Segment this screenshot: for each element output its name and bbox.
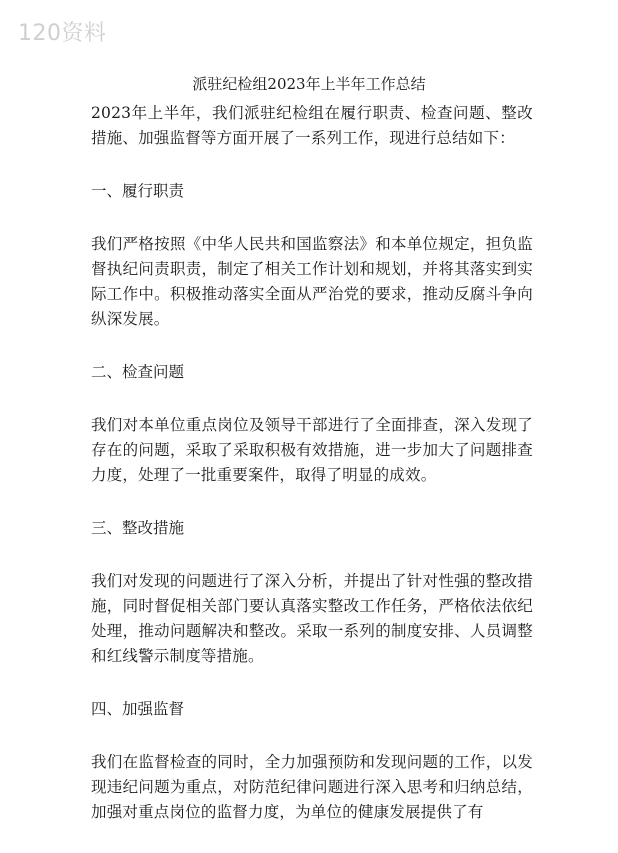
section-body-inspection: 我们对本单位重点岗位及领导干部进行了全面排查，深入发现了存在的问题，采取了采取积极有效措施，进一步加大了问题排查力度，处理了一批重要案件，取得了明显的成效。 bbox=[91, 416, 533, 484]
section-body-duties: 我们严格按照《中华人民共和国监察法》和本单位规定，担负监督执纪问责职责，制定了相关工作计划和规划，并将其落实到实际工作中。积极推动落实全面从严治党的要求，推动反腐斗争向纵深发展。 bbox=[91, 235, 533, 328]
section-body-supervision: 我们在监督检查的同时，全力加强预防和发现问题的工作，以发现违纪问题为重点，对防范纪律问题进行深入思考和归纳总结，加强对重点岗位的监督力度，为单位的健康发展提供了有 bbox=[91, 753, 533, 821]
document-title: 派驻纪检组2023年上半年工作总结 bbox=[192, 75, 426, 93]
section-heading-supervision: 四、加强监督 bbox=[91, 700, 185, 718]
section-heading-inspection: 二、检查问题 bbox=[91, 363, 185, 381]
intro-paragraph: 2023年上半年，我们派驻纪检组在履行职责、检查问题、整改措施、加强监督等方面开展了一系列工作，现进行总结如下： bbox=[91, 104, 533, 147]
section-body-rectification: 我们对发现的问题进行了深入分析，并提出了针对性强的整改措施，同时督促相关部门要认真落实整改工作任务，严格依法依纪处理，推动问题解决和整改。采取一系列的制度安排、人员调整和红线警示制度等措施。 bbox=[91, 572, 533, 665]
document-body bbox=[91, 101, 533, 853]
watermark-logo: 120资料 bbox=[18, 21, 107, 46]
section-heading-rectification: 三、整改措施 bbox=[91, 519, 185, 537]
section-heading-duties: 一、履行职责 bbox=[91, 182, 185, 200]
